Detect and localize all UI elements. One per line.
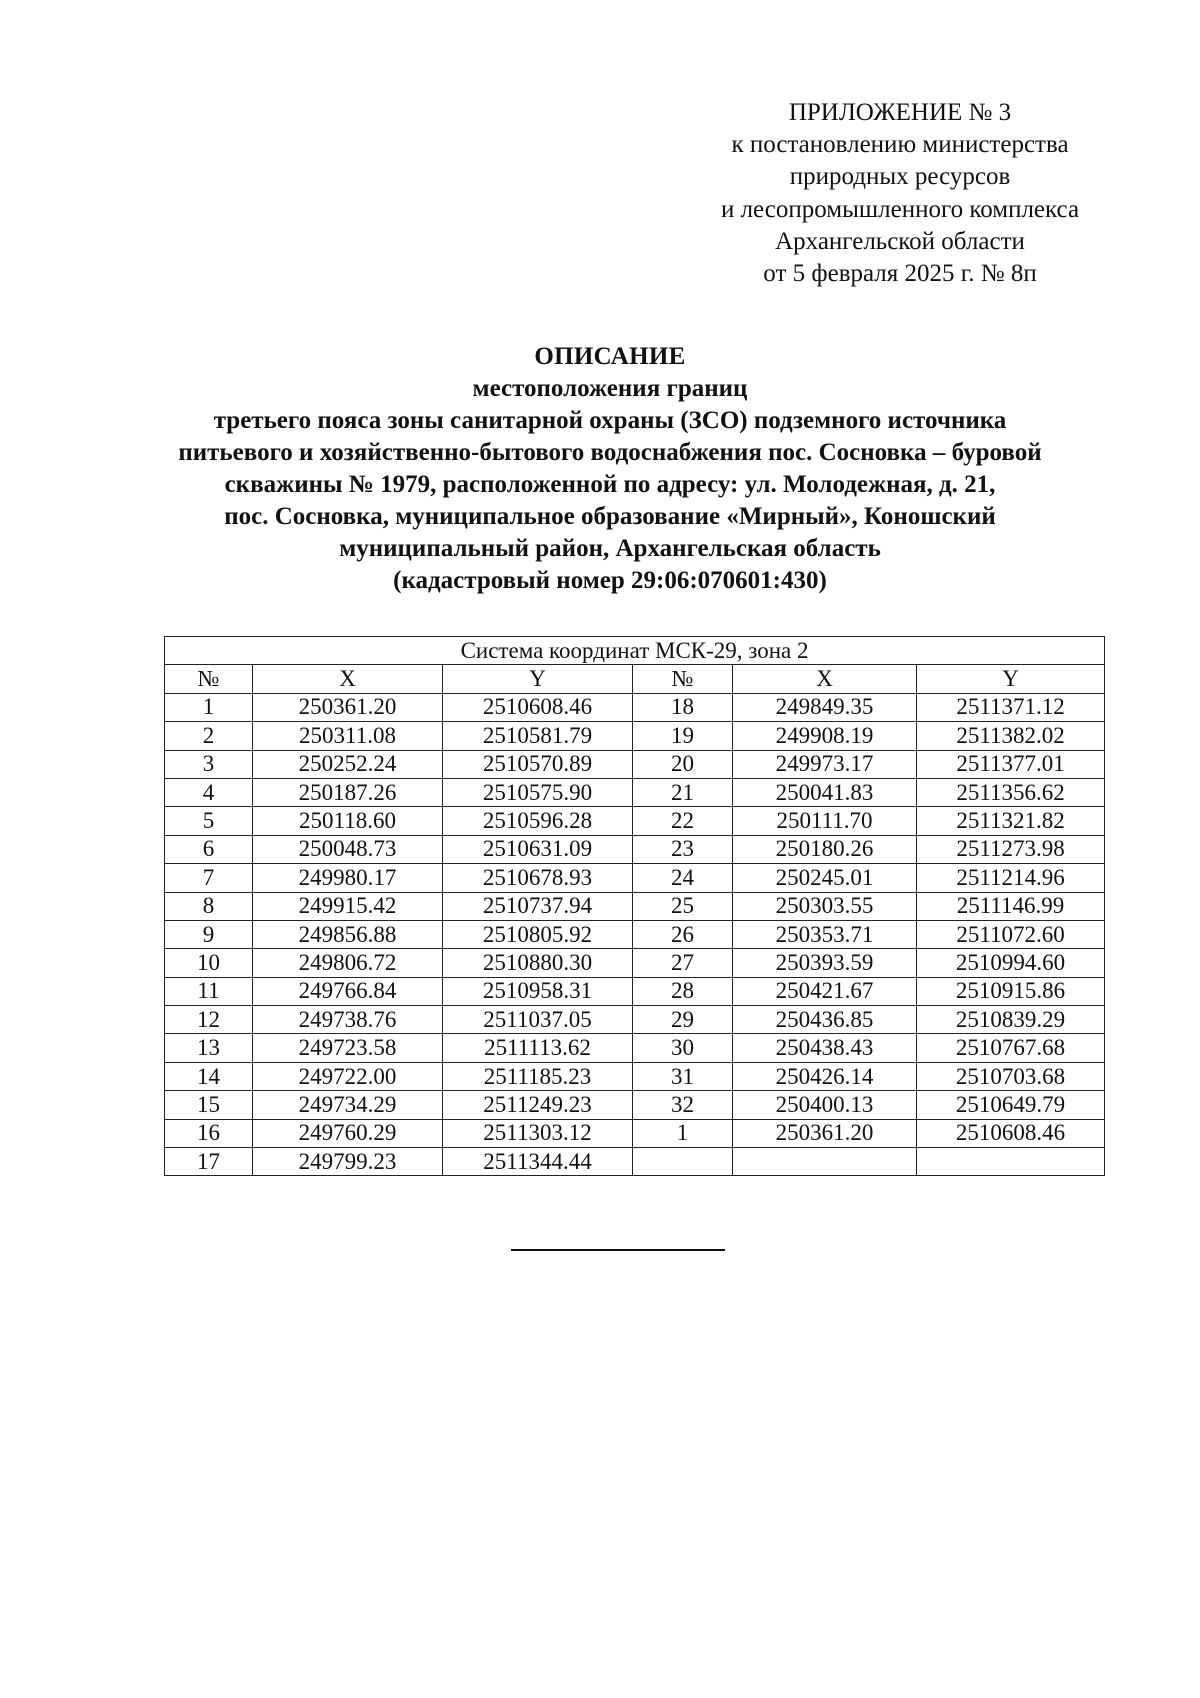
x-coordinate-cell: 249849.35 bbox=[733, 693, 917, 721]
y-coordinate-cell: 2511344.44 bbox=[443, 1148, 633, 1176]
point-number-cell: 23 bbox=[633, 835, 733, 863]
y-coordinate-cell: 2510737.94 bbox=[443, 892, 633, 920]
x-coordinate-cell: 250438.43 bbox=[733, 1034, 917, 1062]
x-coordinate-cell: 250361.20 bbox=[253, 693, 443, 721]
y-coordinate-cell: 2511377.01 bbox=[917, 750, 1105, 778]
x-coordinate-cell: 249856.88 bbox=[253, 920, 443, 948]
document-heading bbox=[110, 341, 1110, 597]
y-coordinate-cell: 2510703.68 bbox=[917, 1062, 1105, 1090]
x-coordinate-cell: 250393.59 bbox=[733, 949, 917, 977]
point-number-cell: 3 bbox=[165, 750, 253, 778]
x-coordinate-cell: 250421.67 bbox=[733, 977, 917, 1005]
point-number-cell: 22 bbox=[633, 807, 733, 835]
point-number-cell: 5 bbox=[165, 807, 253, 835]
heading-line: питьевого и хозяйственно-бытового водоснабжения пос. Сосновка – буровой bbox=[178, 439, 1042, 466]
x-coordinate-cell: 250118.60 bbox=[253, 807, 443, 835]
appendix-line: Архангельской области bbox=[775, 227, 1025, 255]
x-coordinate-cell: 249760.29 bbox=[253, 1119, 443, 1147]
x-coordinate-cell bbox=[733, 1148, 917, 1176]
y-coordinate-cell bbox=[917, 1148, 1105, 1176]
y-coordinate-cell: 2511037.05 bbox=[443, 1006, 633, 1034]
y-coordinate-cell: 2511371.12 bbox=[917, 693, 1105, 721]
point-number-cell: 19 bbox=[633, 722, 733, 750]
y-coordinate-cell: 2510958.31 bbox=[443, 977, 633, 1005]
y-coordinate-cell: 2510596.28 bbox=[443, 807, 633, 835]
x-coordinate-cell: 250361.20 bbox=[733, 1119, 917, 1147]
point-number-cell: 31 bbox=[633, 1062, 733, 1090]
table-row bbox=[165, 1034, 1105, 1062]
x-coordinate-cell: 249915.42 bbox=[253, 892, 443, 920]
y-coordinate-cell: 2510631.09 bbox=[443, 835, 633, 863]
table-caption-row bbox=[165, 637, 1105, 665]
y-coordinate-cell: 2511356.62 bbox=[917, 778, 1105, 806]
table-row bbox=[165, 1119, 1105, 1147]
table-row bbox=[165, 693, 1105, 721]
point-number-cell: 25 bbox=[633, 892, 733, 920]
x-coordinate-cell: 250048.73 bbox=[253, 835, 443, 863]
point-number-cell: 29 bbox=[633, 1006, 733, 1034]
point-number-cell: 1 bbox=[633, 1119, 733, 1147]
y-coordinate-cell: 2510994.60 bbox=[917, 949, 1105, 977]
coordinates-table bbox=[164, 636, 1105, 1176]
y-coordinate-cell: 2510880.30 bbox=[443, 949, 633, 977]
point-number-cell: 27 bbox=[633, 949, 733, 977]
point-number-cell: 26 bbox=[633, 920, 733, 948]
x-coordinate-cell: 249722.00 bbox=[253, 1062, 443, 1090]
heading-line: пос. Сосновка, муниципальное образование «Мирный», Коношский bbox=[224, 503, 996, 530]
table-row bbox=[165, 977, 1105, 1005]
x-coordinate-cell: 250245.01 bbox=[733, 864, 917, 892]
x-coordinate-cell: 249799.23 bbox=[253, 1148, 443, 1176]
appendix-line: природных ресурсов bbox=[789, 163, 1011, 191]
x-coordinate-cell: 250111.70 bbox=[733, 807, 917, 835]
table-row bbox=[165, 892, 1105, 920]
column-header-number: № bbox=[165, 665, 253, 693]
appendix-title: ПРИЛОЖЕНИЕ № 3 bbox=[788, 99, 1012, 126]
table-row bbox=[165, 750, 1105, 778]
point-number-cell: 11 bbox=[165, 977, 253, 1005]
point-number-cell: 21 bbox=[633, 778, 733, 806]
point-number-cell: 1 bbox=[165, 693, 253, 721]
point-number-cell: 16 bbox=[165, 1119, 253, 1147]
heading-line: муниципальный район, Архангельская область bbox=[339, 535, 881, 562]
x-coordinate-cell: 250180.26 bbox=[733, 835, 917, 863]
y-coordinate-cell: 2510575.90 bbox=[443, 778, 633, 806]
y-coordinate-cell: 2511382.02 bbox=[917, 722, 1105, 750]
column-header-number: № bbox=[633, 665, 733, 693]
appendix-line: и лесопромышленного комплекса bbox=[720, 195, 1080, 223]
x-coordinate-cell: 250311.08 bbox=[253, 722, 443, 750]
table-row bbox=[165, 920, 1105, 948]
x-coordinate-cell: 250041.83 bbox=[733, 778, 917, 806]
point-number-cell: 14 bbox=[165, 1062, 253, 1090]
y-coordinate-cell: 2510805.92 bbox=[443, 920, 633, 948]
point-number-cell: 15 bbox=[165, 1091, 253, 1119]
x-coordinate-cell: 250426.14 bbox=[733, 1062, 917, 1090]
y-coordinate-cell: 2511303.12 bbox=[443, 1119, 633, 1147]
table-row bbox=[165, 778, 1105, 806]
y-coordinate-cell: 2510767.68 bbox=[917, 1034, 1105, 1062]
point-number-cell: 10 bbox=[165, 949, 253, 977]
x-coordinate-cell: 250353.71 bbox=[733, 920, 917, 948]
heading-line: местоположения границ bbox=[472, 375, 748, 402]
x-coordinate-cell: 249738.76 bbox=[253, 1006, 443, 1034]
y-coordinate-cell: 2510581.79 bbox=[443, 722, 633, 750]
point-number-cell: 32 bbox=[633, 1091, 733, 1119]
x-coordinate-cell: 249908.19 bbox=[733, 722, 917, 750]
table-row bbox=[165, 864, 1105, 892]
appendix-line: к постановлению министерства bbox=[731, 131, 1069, 159]
appendix-block bbox=[650, 97, 1150, 290]
point-number-cell: 8 bbox=[165, 892, 253, 920]
x-coordinate-cell: 250187.26 bbox=[253, 778, 443, 806]
column-header-x: X bbox=[253, 665, 443, 693]
point-number-cell: 6 bbox=[165, 835, 253, 863]
document-title: ОПИСАНИЕ bbox=[534, 343, 686, 370]
table-header-row bbox=[165, 665, 1105, 693]
x-coordinate-cell: 249766.84 bbox=[253, 977, 443, 1005]
y-coordinate-cell: 2510608.46 bbox=[443, 693, 633, 721]
point-number-cell: 17 bbox=[165, 1148, 253, 1176]
y-coordinate-cell: 2511214.96 bbox=[917, 864, 1105, 892]
y-coordinate-cell: 2510678.93 bbox=[443, 864, 633, 892]
x-coordinate-cell: 250303.55 bbox=[733, 892, 917, 920]
table-row bbox=[165, 807, 1105, 835]
y-coordinate-cell: 2511185.23 bbox=[443, 1062, 633, 1090]
table-row bbox=[165, 1148, 1105, 1176]
column-header-y: Y bbox=[443, 665, 633, 693]
point-number-cell: 7 bbox=[165, 864, 253, 892]
y-coordinate-cell: 2510839.29 bbox=[917, 1006, 1105, 1034]
x-coordinate-cell: 250436.85 bbox=[733, 1006, 917, 1034]
closing-rule bbox=[511, 1249, 725, 1251]
point-number-cell: 30 bbox=[633, 1034, 733, 1062]
table-row bbox=[165, 1062, 1105, 1090]
point-number-cell: 18 bbox=[633, 693, 733, 721]
x-coordinate-cell: 250252.24 bbox=[253, 750, 443, 778]
appendix-date: от 5 февраля 2025 г. № 8п bbox=[763, 260, 1037, 288]
heading-line: скважины № 1979, расположенной по адресу: ул. Молодежная, д. 21, bbox=[224, 471, 996, 498]
cadastral-number: (кадастровый номер 29:06:070601:430) bbox=[393, 567, 827, 594]
x-coordinate-cell: 250400.13 bbox=[733, 1091, 917, 1119]
y-coordinate-cell: 2510915.86 bbox=[917, 977, 1105, 1005]
x-coordinate-cell: 249806.72 bbox=[253, 949, 443, 977]
y-coordinate-cell: 2511273.98 bbox=[917, 835, 1105, 863]
point-number-cell bbox=[633, 1148, 733, 1176]
point-number-cell: 28 bbox=[633, 977, 733, 1005]
y-coordinate-cell: 2511072.60 bbox=[917, 920, 1105, 948]
point-number-cell: 13 bbox=[165, 1034, 253, 1062]
heading-line: третьего пояса зоны санитарной охраны (ЗСО) подземного источника bbox=[213, 407, 1007, 434]
table-row bbox=[165, 835, 1105, 863]
y-coordinate-cell: 2511146.99 bbox=[917, 892, 1105, 920]
y-coordinate-cell: 2511249.23 bbox=[443, 1091, 633, 1119]
table-row bbox=[165, 1091, 1105, 1119]
point-number-cell: 20 bbox=[633, 750, 733, 778]
y-coordinate-cell: 2510608.46 bbox=[917, 1119, 1105, 1147]
table-row bbox=[165, 1006, 1105, 1034]
point-number-cell: 24 bbox=[633, 864, 733, 892]
table-row bbox=[165, 722, 1105, 750]
x-coordinate-cell: 249734.29 bbox=[253, 1091, 443, 1119]
point-number-cell: 2 bbox=[165, 722, 253, 750]
point-number-cell: 4 bbox=[165, 778, 253, 806]
y-coordinate-cell: 2510649.79 bbox=[917, 1091, 1105, 1119]
x-coordinate-cell: 249723.58 bbox=[253, 1034, 443, 1062]
table-row bbox=[165, 949, 1105, 977]
column-header-x: X bbox=[733, 665, 917, 693]
y-coordinate-cell: 2510570.89 bbox=[443, 750, 633, 778]
point-number-cell: 12 bbox=[165, 1006, 253, 1034]
point-number-cell: 9 bbox=[165, 920, 253, 948]
column-header-y: Y bbox=[917, 665, 1105, 693]
y-coordinate-cell: 2511113.62 bbox=[443, 1034, 633, 1062]
x-coordinate-cell: 249980.17 bbox=[253, 864, 443, 892]
y-coordinate-cell: 2511321.82 bbox=[917, 807, 1105, 835]
x-coordinate-cell: 249973.17 bbox=[733, 750, 917, 778]
coordinate-system-caption: Система координат МСК-29, зона 2 bbox=[165, 637, 1105, 665]
